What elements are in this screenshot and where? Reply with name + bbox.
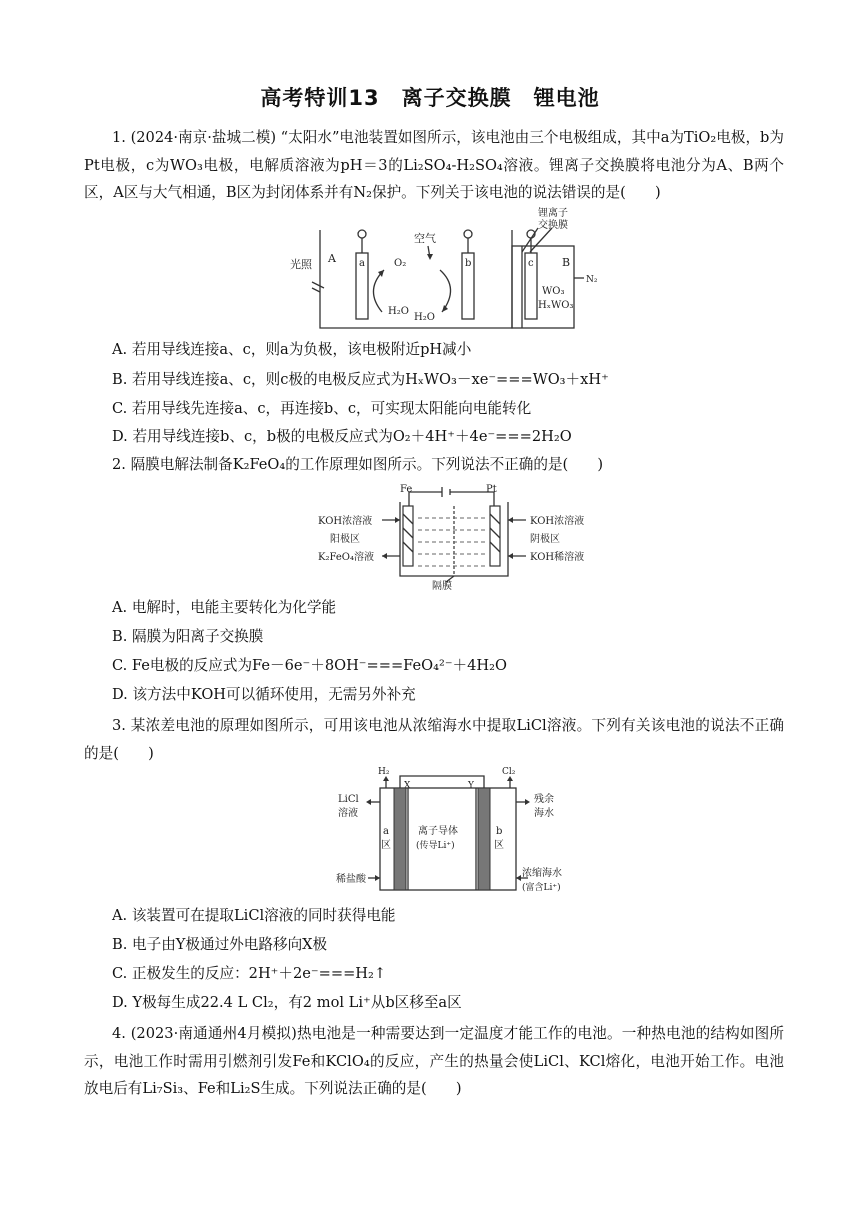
question-1-option-d: D. 若用导线连接b、c，b极的电极反应式为O₂＋4H⁺＋4e⁻===2H₂O	[112, 428, 572, 445]
q1-fig-o2: O₂	[394, 258, 407, 269]
q3-fig-zone-b-line2: 区	[494, 840, 504, 851]
q2-fig-anode: 阳极区	[330, 534, 360, 545]
q1-fig-electrode-b: b	[465, 258, 472, 269]
q3-fig-licl-line2: 溶液	[338, 808, 358, 819]
q1-fig-n2: N₂	[586, 275, 598, 285]
q3-fig-seawater-line2: (富含Li⁺)	[522, 883, 561, 893]
q1-fig-hxwo3: HₓWO₃	[538, 300, 574, 311]
question-1-option-c: C. 若用导线先连接a、c，再连接b、c，可实现太阳能向电能转化	[112, 400, 532, 417]
question-3-option-c: C. 正极发生的反应：2H⁺＋2e⁻===H₂↑	[112, 965, 387, 982]
q1-fig-h2o-1: H₂O	[388, 306, 409, 317]
question-2-option-c: C. Fe电极的反应式为Fe－6e⁻＋8OH⁻===FeO₄²⁻＋4H₂O	[112, 657, 507, 674]
q3-fig-zone-b-line1: b	[496, 826, 503, 837]
q2-fig-koh-dilute: KOH稀溶液	[530, 552, 585, 563]
q1-fig-membrane-line2: 交换膜	[538, 220, 568, 231]
question-3-option-b: B. 电子由Y极通过外电路移向X极	[112, 936, 328, 953]
question-2-option-a: A. 电解时，电能主要转化为化学能	[112, 599, 337, 616]
q3-fig-y: Y	[468, 781, 474, 791]
q1-fig-light-label: 光照	[290, 258, 312, 271]
q3-fig-seawater-line1: 浓缩海水	[522, 868, 562, 879]
q2-fig-membrane: 隔膜	[432, 581, 452, 592]
page-title: 高考特训13 离子交换膜 锂电池	[260, 86, 600, 110]
q3-fig-cl2: Cl₂	[502, 767, 516, 777]
q1-fig-membrane-line1: 锂离子	[538, 208, 568, 219]
q3-fig-residual-line1: 残余	[534, 794, 554, 805]
q1-fig-air: 空气	[414, 232, 436, 245]
q3-fig-licl-line1: LiCl	[338, 794, 359, 805]
question-3-option-d: D. Y极每生成22.4 L Cl₂，有2 mol Li⁺从b区移至a区	[112, 994, 462, 1011]
q3-fig-residual-line2: 海水	[534, 808, 554, 819]
q2-fig-pt: Pt	[486, 484, 497, 495]
question-2-option-d: D. 该方法中KOH可以循环使用，无需另外补充	[112, 686, 416, 703]
q3-fig-conductor-line1: 离子导体	[418, 826, 458, 837]
q3-fig-h2: H₂	[378, 767, 390, 777]
q2-fig-fe: Fe	[400, 484, 413, 495]
question-4-stem: 4. (2023·南通通州4月模拟)热电池是一种需要达到一定温度才能工作的电池。一种热电池的结构如图所示，电池工作时需用引燃剂引发Fe和KClO₄的反应，产生的热量会使LiCl、KCl熔化，电池开始工作。电池放电后有Li₇Si₃、Fe和Li₂S生成。下列说法正确的是( )	[84, 1025, 784, 1097]
q1-fig-zone-b: B	[562, 256, 571, 269]
q2-fig-cathode: 阴极区	[530, 534, 560, 545]
q3-fig-zone-a-line2: 区	[381, 840, 391, 851]
q2-electrolysis-figure	[318, 484, 585, 592]
question-3-option-a: A. 该装置可在提取LiCl溶液的同时获得电能	[112, 907, 396, 924]
question-1-stem: 1. (2024·南京·盐城二模) “太阳水”电池装置如图所示，该电池由三个电极组成，其中a为TiO₂电极，b为Pt电极，c为WO₃电极，电解质溶液为pH＝3的Li₂SO₄-H₂SO₄溶液。锂离子交换膜将电池分为A、B两个区，A区与大气相通，B区为封闭体系并有N₂保护。下列关于该电池的说法错误的是( )	[84, 129, 784, 201]
q1-fig-zone-a: A	[328, 252, 336, 265]
q2-fig-koh-conc-left: KOH浓溶液	[318, 516, 373, 527]
question-2-stem: 2. 隔膜电解法制备K₂FeO₄的工作原理如图所示。下列说法不正确的是( )	[112, 456, 604, 473]
q2-fig-koh-conc-right: KOH浓溶液	[530, 516, 585, 527]
question-1-option-b: B. 若用导线连接a、c，则c极的电极反应式为HₓWO₃－xe⁻===WO₃＋xH⁺	[112, 371, 609, 388]
question-2-option-b: B. 隔膜为阳离子交换膜	[112, 628, 264, 645]
q1-fig-h2o-2: H₂O	[414, 312, 435, 323]
q3-fig-hcl: 稀盐酸	[336, 874, 366, 885]
q3-fig-x: X	[404, 781, 411, 791]
question-1-option-a: A. 若用导线连接a、c，则a为负极，该电极附近pH减小	[112, 341, 472, 358]
question-3-stem: 3. 某浓差电池的原理如图所示，可用该电池从浓缩海水中提取LiCl溶液。下列有关该电池的说法不正确的是( )	[84, 717, 784, 762]
q3-fig-conductor-line2: (传导Li⁺)	[416, 841, 455, 851]
q1-fig-electrode-c: c	[528, 258, 534, 269]
q3-concentration-cell-figure	[336, 768, 576, 898]
q1-solar-battery-figure	[290, 208, 610, 333]
q1-fig-electrode-a: a	[359, 258, 365, 269]
q1-fig-wo3: WO₃	[542, 286, 565, 297]
q3-fig-zone-a-line1: a	[383, 826, 389, 837]
q2-fig-k2feo4: K₂FeO₄溶液	[318, 552, 374, 563]
